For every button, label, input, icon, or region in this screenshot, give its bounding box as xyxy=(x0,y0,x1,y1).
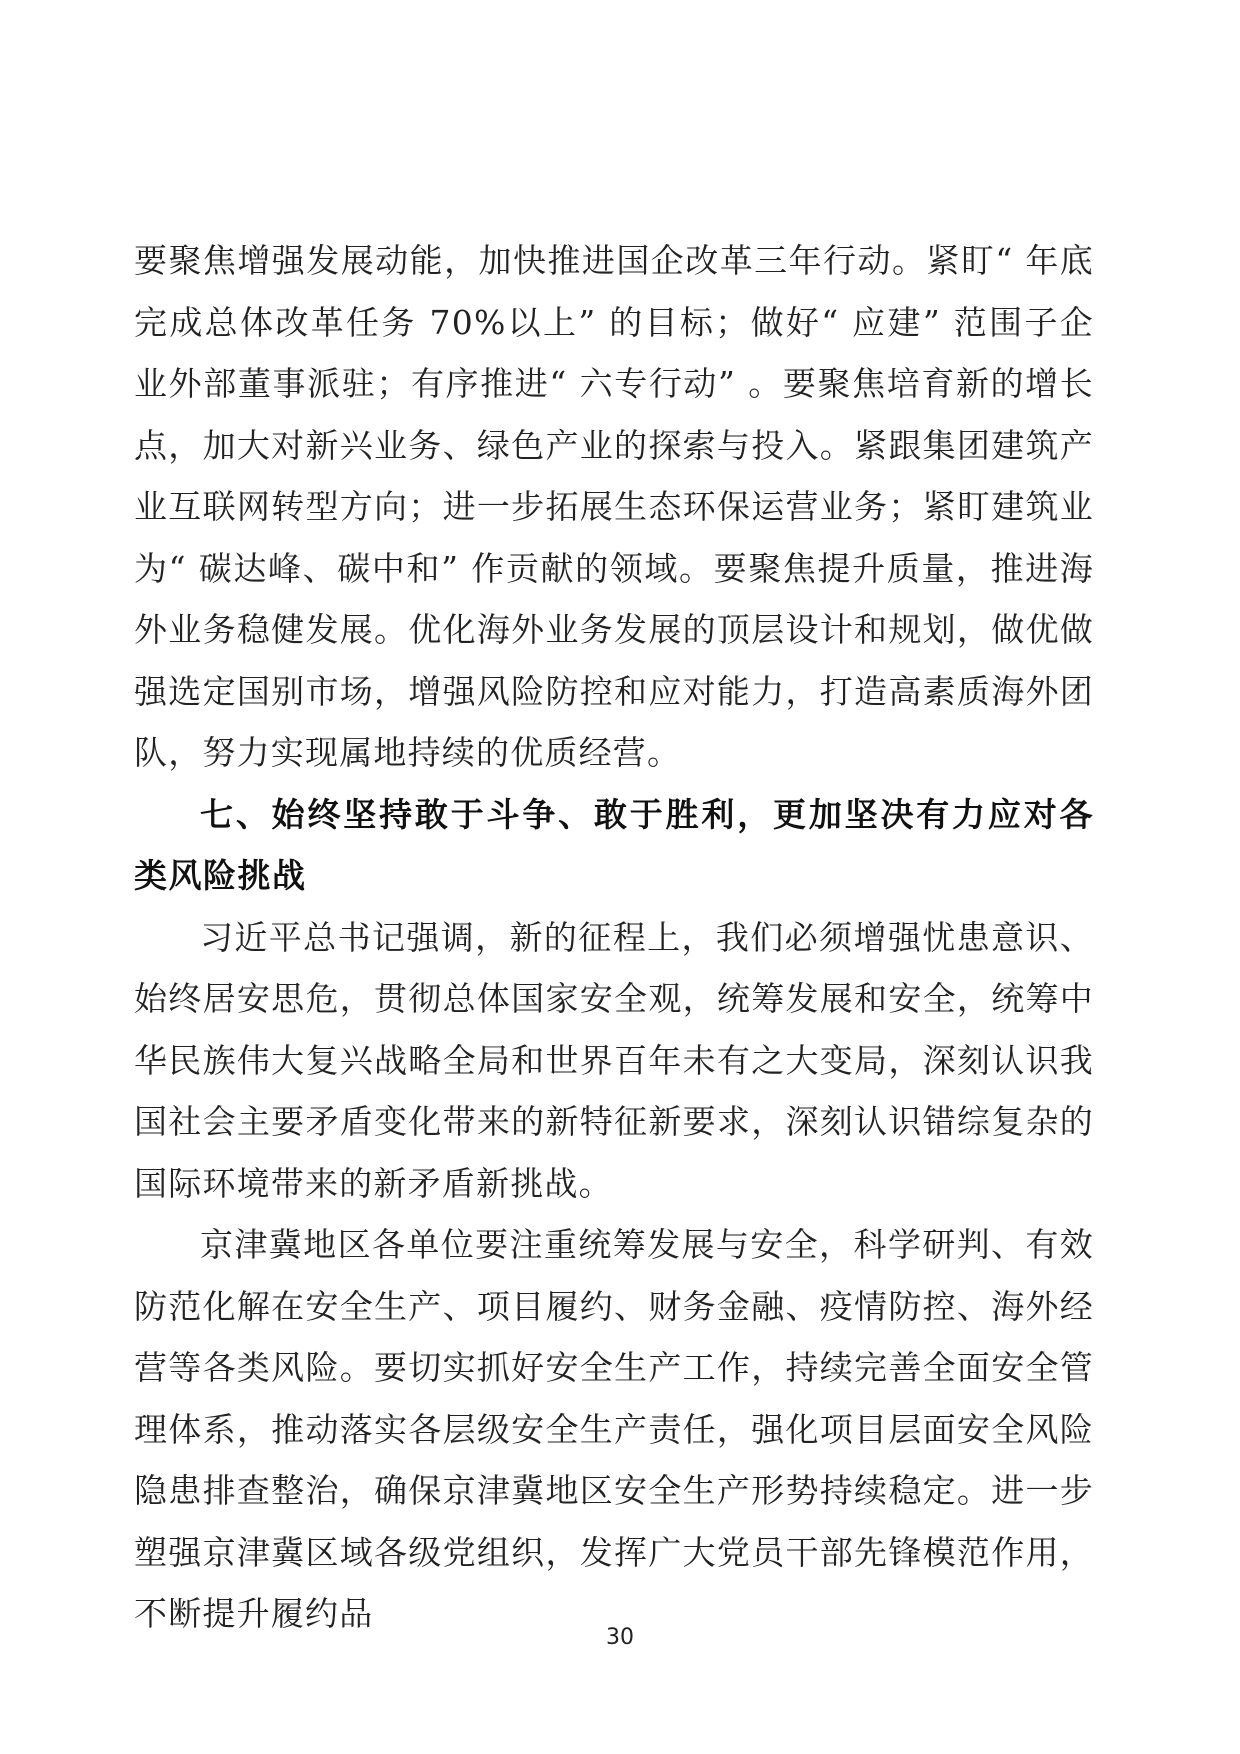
page-content xyxy=(134,230,1094,1645)
paragraph-continuation: 要聚焦增强发展动能，加快推进国企改革三年行动。紧盯“ 年底完成总体改革任务 70%以上” 的目标；做好“ 应建” 范围子企业外部董事派驻；有序推进“ 六专行动” 。要聚焦培育新的增长点，加大对新兴业务、绿色产业的探索与投入。紧跟集团建筑产业互联网转型方向；进一步拓展生态环保运营业务；紧盯建筑业为“ 碳达峰、碳中和” 作贡献的领域。要聚焦提升质量，推进海外业务稳健发展。优化海外业务发展的顶层设计和规划，做优做强选定国别市场，增强风险防控和应对能力，打造高素质海外团队，努力实现属地持续的优质经营。 xyxy=(134,241,1094,772)
paragraph-2: 京津冀地区各单位要注重统筹发展与安全，科学研判、有效防范化解在安全生产、项目履约、财务金融、疫情防控、海外经营等各类风险。要切实抓好安全生产工作，持续完善全面安全管理体系，推动落实各层级安全生产责任，强化项目层面安全风险隐患排查整治，确保京津冀地区安全生产形势持续稳定。进一步塑强京津冀区域各级党组织，发挥广大党员干部先锋模范作用，不断提升履约品 xyxy=(134,1225,1094,1633)
section-heading: 七、始终坚持敢于斗争、敢于胜利，更加坚决有力应对各类风险挑战 xyxy=(134,794,1094,895)
paragraph-1: 习近平总书记强调，新的征程上，我们必须增强忧患意识、始终居安思危，贯彻总体国家安全观，统筹发展和安全，统筹中华民族伟大复兴战略全局和世界百年未有之大变局，深刻认识我国社会主要矛盾变化带来的新特征新要求，深刻认识错综复杂的国际环境带来的新矛盾新挑战。 xyxy=(134,917,1094,1203)
page-number: 30 xyxy=(606,1625,634,1650)
